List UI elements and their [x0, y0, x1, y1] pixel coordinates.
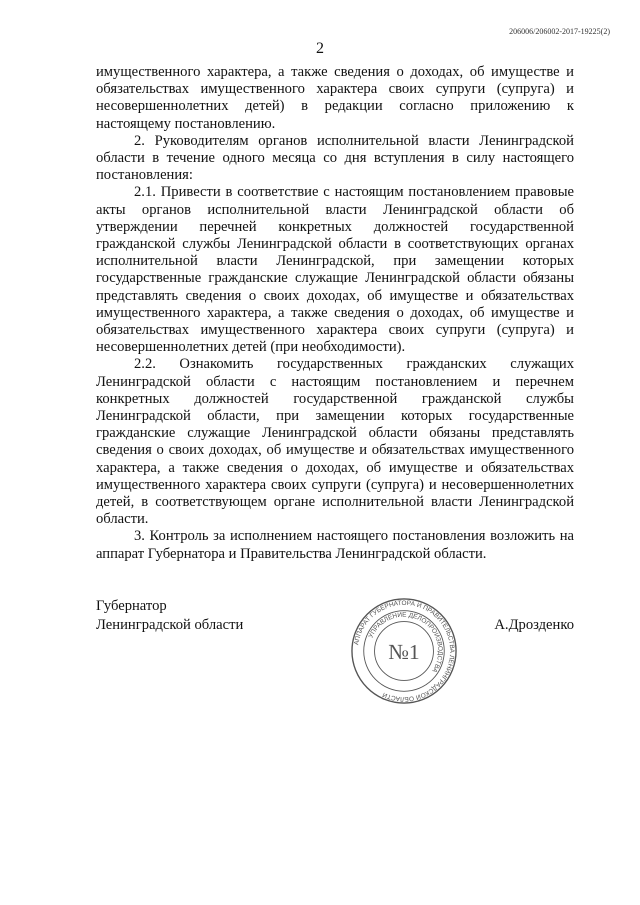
paragraph-item-2-2: 2.2. Ознакомить государственных гражданских служащих Ленинградской области с настоящим постановлением и перечнем конкретных должностей государственной гражданской службы Ленинградской области, при замещении которых государственные гражданские служащие Ленинградской области обязаны представлять сведения о своих доходах, об имуществе и обязательствах имущественного характера, а также сведения о доходах, об имуществе и обязательствах имущественного характера своих супруги (супруга) и несовершеннолетних детей, в соответствующем органе исполнительной власти Ленинградской области.	[96, 356, 574, 528]
position-line-2: Ленинградской области	[96, 617, 244, 633]
position-line-1: Губернатор	[96, 598, 167, 614]
paragraph-item-2-1: 2.1. Привести в соответствие с настоящим постановлением правовые акты органов исполнительной власти Ленинградской области об утверждении перечней конкретных должностей государственной гражданской службы Ленинградской области в соответствующих органах исполнительной власти Ленинградской, при замещении которых государственные гражданские служащие Ленинградской области обязаны представлять сведения о своих доходах, об имуществе и обязательствах имущественного характера, а также сведения о доходах, об имуществе и обязательствах имущественного характера своих супруги (супруга) и несовершеннолетних детей (при необходимости).	[96, 184, 574, 356]
document-body	[96, 64, 574, 563]
signature-block	[96, 597, 574, 635]
stamp-outer-text: АППАРАТ ГУБЕРНАТОРА И ПРАВИТЕЛЬСТВА ЛЕНИНГРАДСКОЙ ОБЛАСТИ	[353, 599, 456, 703]
document-code: 206006/206002-2017-19225(2)	[509, 27, 610, 36]
stamp-number: №1	[388, 639, 420, 664]
paragraph-item-3: 3. Контроль за исполнением настоящего постановления возложить на аппарат Губернатора и Правительства Ленинградской области.	[96, 528, 574, 562]
official-stamp	[350, 597, 458, 705]
stamp-inner-text: УПРАВЛЕНИЕ ДЕЛОПРОИЗВОДСТВА	[367, 611, 444, 674]
paragraph-item-2: 2. Руководителям органов исполнительной власти Ленинградской области в течение одного месяца со дня вступления в силу настоящего постановления:	[96, 132, 574, 184]
paragraph-continuation: имущественного характера, а также сведения о доходах, об имуществе и обязательствах имущественного характера своих супруги (супруга) и несовершеннолетних детей) в редакции согласно приложению к настоящему постановлению.	[96, 64, 574, 132]
page-number: 2	[316, 40, 324, 57]
signatory-name: А.Дрозденко	[494, 617, 574, 633]
